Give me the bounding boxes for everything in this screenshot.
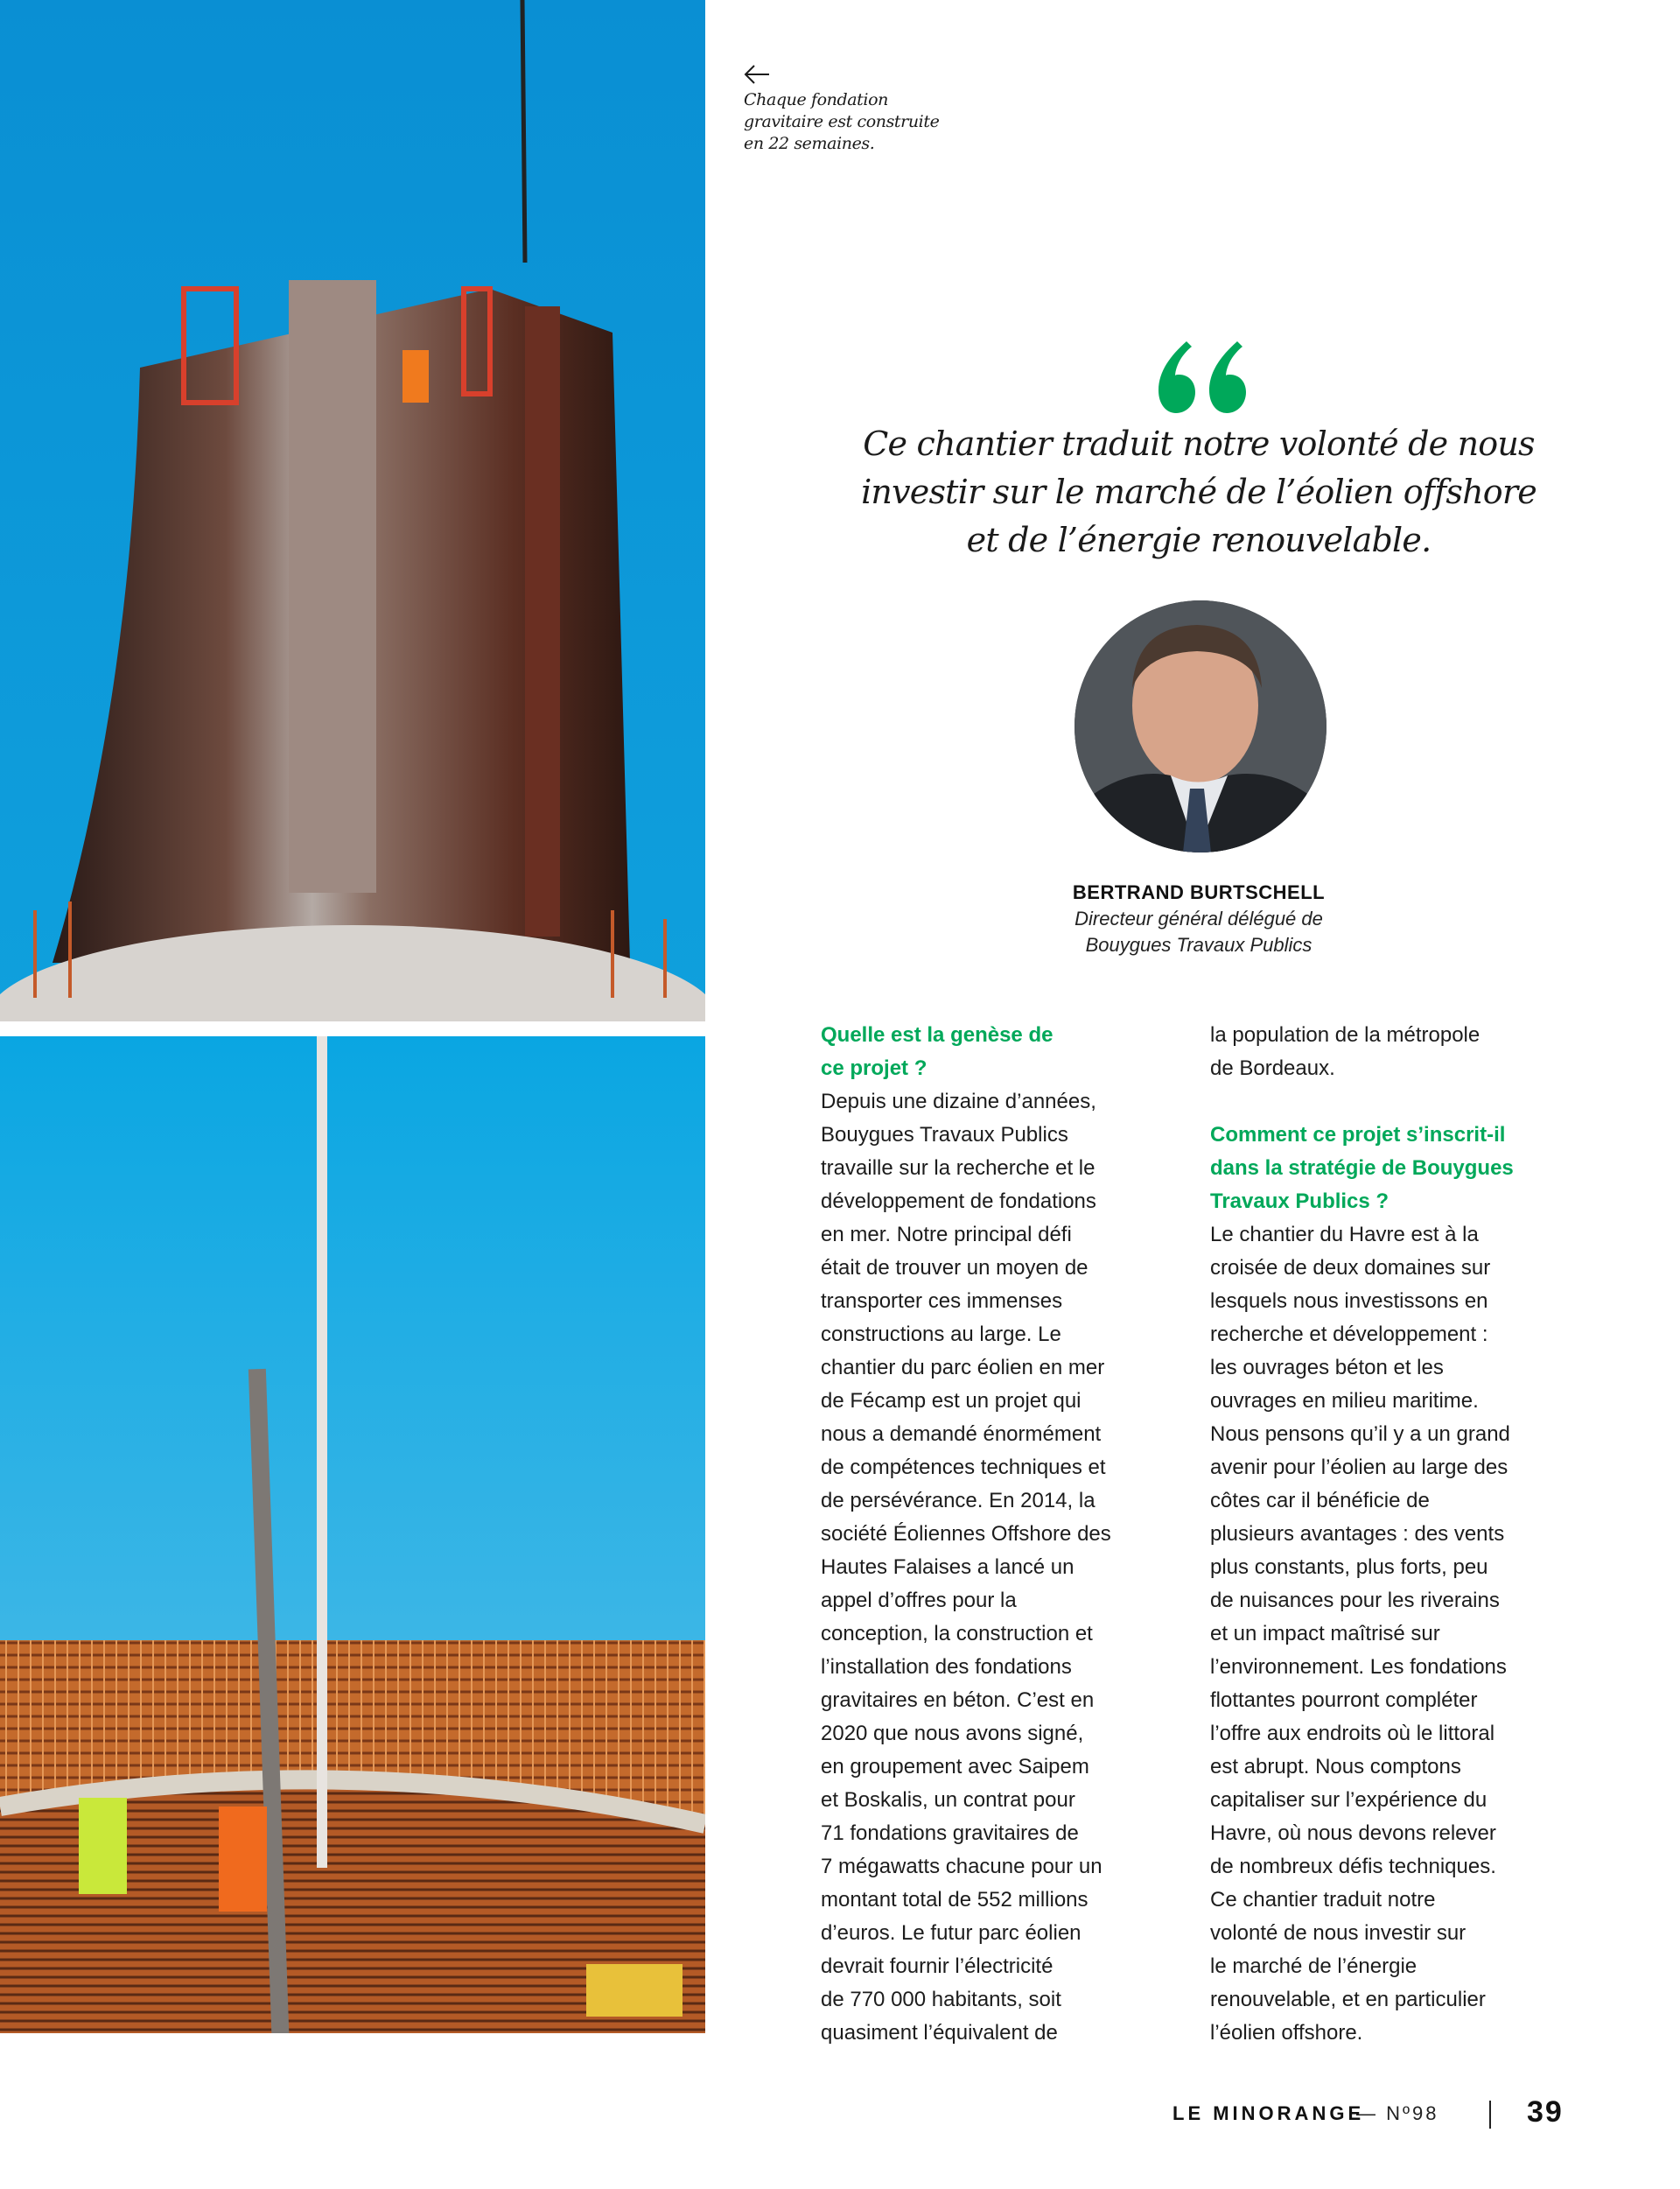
body-line: flottantes pourront compléter: [1210, 1688, 1478, 1712]
body-line: la population de la métropole: [1210, 1023, 1480, 1047]
body-line: en groupement avec Saipem: [821, 1755, 1089, 1779]
photo-foundation-shaft: [0, 0, 705, 1021]
body-line: l’éolien offshore.: [1210, 2021, 1363, 2045]
portrait-avatar: [1074, 600, 1326, 852]
question-heading: ce projet ?: [821, 1056, 928, 1080]
question-heading: dans la stratégie de Bouygues: [1210, 1156, 1514, 1180]
body-line: Bouygues Travaux Publics: [821, 1123, 1068, 1147]
body-line: nous a demandé énormément: [821, 1422, 1102, 1446]
body-line: capitaliser sur l’expérience du: [1210, 1788, 1488, 1812]
body-line: développement de fondations: [821, 1189, 1096, 1213]
body-line: devrait fournir l’électricité: [821, 1954, 1054, 1978]
body-line: de Fécamp est un projet qui: [821, 1389, 1082, 1413]
body-line: quasiment l’équivalent de: [821, 2021, 1058, 2045]
body-line: ouvrages en milieu maritime.: [1210, 1389, 1479, 1413]
body-line: l’installation des fondations: [821, 1655, 1072, 1679]
body-line: recherche et développement :: [1210, 1323, 1488, 1346]
body-line: 7 mégawatts chacune pour un: [821, 1855, 1102, 1878]
body-line: volonté de nous investir sur: [1210, 1921, 1466, 1945]
article-column-right: [1210, 1019, 1560, 2050]
body-line: lesquels nous investissons en: [1210, 1289, 1488, 1313]
article-column-left: [821, 1019, 1171, 2050]
magazine-title: LE MINORANGE: [1172, 2102, 1365, 2124]
body-line: les ouvrages béton et les: [1210, 1356, 1444, 1379]
body-line: croisée de deux domaines sur: [1210, 1256, 1491, 1280]
portrait-image: [1074, 600, 1326, 852]
concrete-pouring-image: [0, 1036, 705, 2033]
body-line: Depuis une dizaine d’années,: [821, 1090, 1096, 1113]
body-line: l’offre aux endroits où le littoral: [1210, 1722, 1495, 1745]
body-line: Le chantier du Havre est à la: [1210, 1223, 1479, 1246]
body-line: et un impact maîtrisé sur: [1210, 1622, 1440, 1645]
body-line: de 770 000 habitants, soit: [821, 1988, 1061, 2011]
body-line: et Boskalis, un contrat pour: [821, 1788, 1075, 1812]
body-line: de persévérance. En 2014, la: [821, 1489, 1096, 1512]
caption-line: en 22 semaines.: [744, 134, 875, 153]
caption-line: gravitaire est construite: [744, 112, 940, 131]
footer-divider: [1489, 2101, 1491, 2129]
body-line: appel d’offres pour la: [821, 1589, 1017, 1612]
body-line: l’environnement. Les fondations: [1210, 1655, 1507, 1679]
body-line: plusieurs avantages : des vents: [1210, 1522, 1505, 1546]
body-line: gravitaires en béton. C’est en: [821, 1688, 1095, 1712]
foundation-shaft-image: [0, 0, 705, 1021]
page-footer: [1155, 2095, 1575, 2153]
body-line: en mer. Notre principal défi: [821, 1223, 1072, 1246]
question-heading: Travaux Publics ?: [1210, 1189, 1390, 1213]
photo-caption: [744, 65, 971, 155]
quote-open-icon: [1152, 336, 1250, 415]
body-line: Hautes Falaises a lancé un: [821, 1555, 1074, 1579]
body-line: transporter ces immenses: [821, 1289, 1063, 1313]
pull-quote: [840, 420, 1558, 565]
body-line: Havre, où nous devons relever: [1210, 1821, 1496, 1845]
body-line: chantier du parc éolien en mer: [821, 1356, 1105, 1379]
body-line: d’euros. Le futur parc éolien: [821, 1921, 1082, 1945]
body-line: renouvelable, et en particulier: [1210, 1988, 1486, 2011]
body-line: avenir pour l’éolien au large des: [1210, 1456, 1508, 1479]
person-name: BERTRAND BURTSCHELL: [1072, 881, 1326, 903]
person-role-line: Directeur général délégué de: [1074, 908, 1323, 930]
body-line: conception, la construction et: [821, 1622, 1093, 1645]
pull-quote-line: Ce chantier traduit notre volonté de nous: [863, 424, 1535, 463]
body-line: travaille sur la recherche et le: [821, 1156, 1096, 1180]
body-line: de nuisances pour les riverains: [1210, 1589, 1500, 1612]
body-line: Ce chantier traduit notre: [1210, 1888, 1436, 1912]
body-line: plus constants, plus forts, peu: [1210, 1555, 1488, 1579]
pull-quote-line: et de l’énergie renouvelable.: [966, 521, 1432, 559]
body-line: constructions au large. Le: [821, 1323, 1061, 1346]
body-line: 71 fondations gravitaires de: [821, 1821, 1079, 1845]
body-line: montant total de 552 millions: [821, 1888, 1088, 1912]
caption-text: [744, 89, 971, 155]
body-line: de compétences techniques et: [821, 1456, 1106, 1479]
person-role-line: Bouygues Travaux Publics: [1085, 934, 1312, 956]
body-line: 2020 que nous avons signé,: [821, 1722, 1084, 1745]
pull-quote-line: investir sur le marché de l’éolien offshore: [861, 473, 1536, 511]
question-heading: Comment ce projet s’inscrit-il: [1210, 1123, 1506, 1147]
body-line: de nombreux défis techniques.: [1210, 1855, 1496, 1878]
caption-line: Chaque fondation: [744, 90, 888, 109]
paragraph-gap: [1210, 1085, 1560, 1119]
question-heading: Quelle est la genèse de: [821, 1023, 1054, 1047]
body-line: côtes car il bénéficie de: [1210, 1489, 1430, 1512]
photo-concrete-pouring: [0, 1036, 705, 2033]
page-number: 39: [1527, 2095, 1564, 2129]
body-line: était de trouver un moyen de: [821, 1256, 1088, 1280]
issue-number: — Nº98: [1356, 2102, 1439, 2124]
body-line: le marché de l’énergie: [1210, 1954, 1418, 1978]
body-line: Nous pensons qu’il y a un grand: [1210, 1422, 1510, 1446]
arrow-left-icon: [744, 65, 770, 84]
body-line: société Éoliennes Offshore des: [821, 1522, 1111, 1546]
body-line: est abrupt. Nous comptons: [1210, 1755, 1461, 1779]
byline: [962, 880, 1435, 958]
body-line: de Bordeaux.: [1210, 1056, 1335, 1080]
